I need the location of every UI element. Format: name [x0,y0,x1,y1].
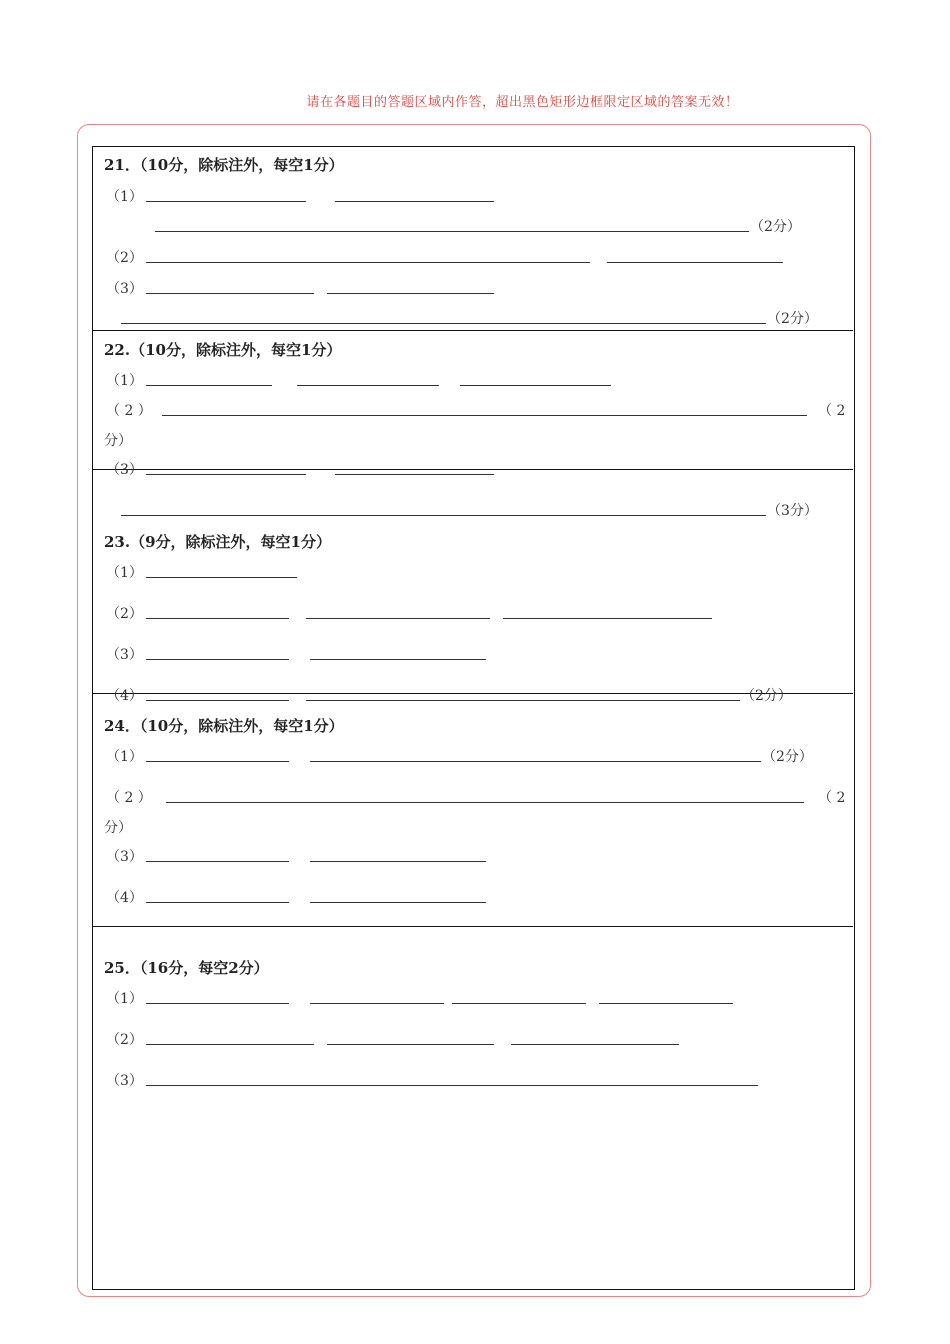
q21-1-points: （2分） [750,219,801,235]
q24-4-blank-1[interactable] [146,902,289,903]
q22-2-points-a: （ 2 [818,403,846,419]
q22-3-points: （3分） [767,503,818,519]
q25-2-blank-2[interactable] [327,1044,494,1045]
q25-2-blank-1[interactable] [146,1044,314,1045]
q24-part-1-label: （1） [106,749,143,765]
q21-1-blank-1[interactable] [146,201,306,202]
q25-1-blank-4[interactable] [599,1003,733,1004]
q24-3-blank-2[interactable] [310,861,486,862]
q21-1-blank-3[interactable] [155,231,749,232]
q24-3-blank-1[interactable] [146,861,289,862]
q25-part-1-label: （1） [106,991,143,1007]
q24-2-blank-1[interactable] [166,802,804,803]
q24-1-points: （2分） [762,749,813,765]
q23-part-3-label: （3） [106,647,143,663]
q21-part-2-label: （2） [106,250,143,266]
divider-24-25 [92,926,853,927]
q23-1-blank-1[interactable] [146,577,297,578]
q22-2-points-b: 分） [104,433,132,449]
q22-3-blank-3[interactable] [121,515,766,516]
q21-2-blank-2[interactable] [607,262,783,263]
q22-3-blank-2[interactable] [335,474,494,475]
q22-part-1-label: （1） [106,373,143,389]
q23-3-blank-1[interactable] [146,659,289,660]
q23-4-blank-2[interactable] [306,700,740,701]
q25-3-blank-1[interactable] [146,1085,758,1086]
question-21-title: 21．（10分，除标注外，每空1分） [104,156,344,174]
q23-2-blank-3[interactable] [503,618,712,619]
divider-23-24 [92,693,853,694]
q22-1-blank-1[interactable] [146,385,272,386]
q24-1-blank-1[interactable] [146,761,289,762]
q25-part-3-label: （3） [106,1073,143,1089]
divider-22-23 [92,469,853,470]
q24-4-blank-2[interactable] [310,902,486,903]
q22-part-2-label: （ 2 ） [106,403,152,419]
q21-2-blank-1[interactable] [146,262,590,263]
q23-4-blank-1[interactable] [146,700,289,701]
q24-2-points-a: （ 2 [818,790,846,806]
q23-part-1-label: （1） [106,565,143,581]
q25-1-blank-3[interactable] [452,1003,586,1004]
q21-3-blank-3[interactable] [121,323,766,324]
q23-3-blank-2[interactable] [310,659,486,660]
q25-2-blank-3[interactable] [511,1044,679,1045]
q23-part-2-label: （2） [106,606,143,622]
question-22-title: 22.（10分，除标注外，每空1分） [104,341,342,359]
q21-3-points: （2分） [767,311,818,327]
divider-21-22 [92,330,853,331]
q22-1-blank-2[interactable] [297,385,439,386]
q24-2-points-b: 分） [104,820,132,836]
q23-2-blank-1[interactable] [146,618,289,619]
q24-part-2-label: （ 2 ） [106,790,152,806]
q24-part-3-label: （3） [106,849,143,865]
q24-part-4-label: （4） [106,890,143,906]
q21-part-3-label: （3） [106,281,143,297]
question-24-title: 24．（10分，除标注外，每空1分） [104,717,344,735]
q23-2-blank-2[interactable] [306,618,490,619]
q25-1-blank-1[interactable] [146,1003,289,1004]
q23-4-points: （2分） [741,688,792,704]
q21-part-1-label: （1） [106,189,143,205]
answer-area-notice: 请在各题目的答题区域内作答，超出黑色矩形边框限定区域的答案无效！ [306,95,739,110]
q23-part-4-label: （4） [106,688,143,704]
q22-2-blank-1[interactable] [162,415,807,416]
q22-3-blank-1[interactable] [146,474,306,475]
q22-1-blank-3[interactable] [460,385,611,386]
q25-part-2-label: （2） [106,1032,143,1048]
q24-1-blank-2[interactable] [310,761,761,762]
question-23-title: 23.（9分，除标注外，每空1分） [104,533,331,551]
q21-3-blank-2[interactable] [327,293,494,294]
q25-1-blank-2[interactable] [310,1003,444,1004]
q21-1-blank-2[interactable] [335,201,494,202]
q22-part-3-label: （3） [106,462,143,478]
question-25-title: 25．（16分，每空2分） [104,959,269,977]
q21-3-blank-1[interactable] [146,293,314,294]
